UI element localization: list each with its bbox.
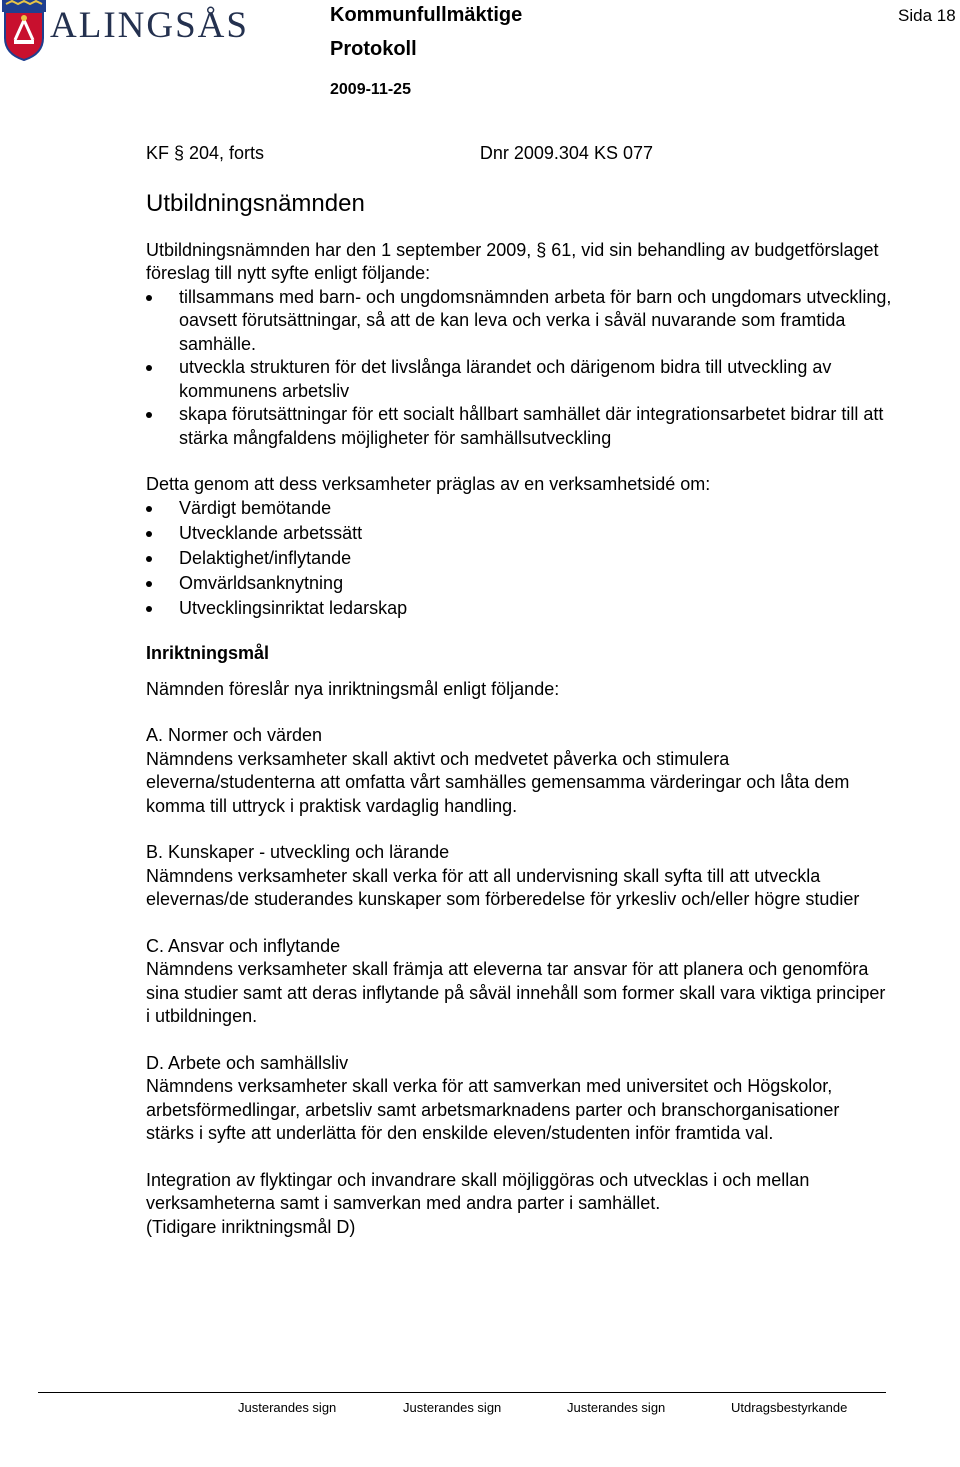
goal-heading: D. Arbete och samhällsliv	[146, 1052, 349, 1073]
goal-c	[146, 935, 892, 1029]
list-item: Utvecklande arbetssätt	[146, 522, 892, 546]
goal-text: Nämndens verksamheter skall aktivt och medvetet påverka och stimulera eleverna/studenterna att omfatta vårt samhälles gemensamma värderingar och låta dem komma till uttryck i praktisk vardaglig handling.	[146, 748, 850, 816]
meeting-date: 2009-11-25	[330, 81, 411, 98]
list-item: Delaktighet/inflytande	[146, 547, 892, 571]
intro-paragraph: Utbildningsnämnden har den 1 september 2009, § 61, vid sin behandling av budgetförslaget föreslag till nytt syfte enligt följande:	[146, 239, 879, 283]
footer-divider	[38, 1392, 886, 1393]
purpose-list	[146, 286, 892, 451]
values-intro: Detta genom att dess verksamheter präglas av en verksamhetsidé om:	[146, 474, 711, 494]
list-item: Utvecklingsinriktat ledarskap	[146, 597, 892, 621]
registration-number: Dnr 2009.304 KS 077	[479, 143, 653, 163]
paragraph-reference: KF § 204, forts	[146, 143, 265, 163]
goal-b	[146, 841, 892, 912]
document-type: Protokoll	[330, 38, 417, 60]
signature-field-1: Justerandes sign	[238, 1400, 337, 1415]
goal-text: Nämndens verksamheter skall verka för att all undervisning skall syfta till att utveckla elevernas/de studerandes kunskaper som förberedelse för yrkesliv och/eller högre studier	[146, 865, 860, 909]
organization-name: Kommunfullmäktige	[330, 4, 523, 26]
list-item: skapa förutsättningar för ett socialt hållbart samhället där integrationsarbetet bidrar till att stärka mångfaldens möjligheter för samhällsutveckling	[146, 403, 892, 450]
integration-text: Integration av flyktingar och invandrare skall möjliggöras och utvecklas i och mellan verksamheterna samt i samverkan med andra parter i samhället.	[146, 1169, 810, 1213]
goal-a	[146, 724, 892, 818]
goal-heading: B. Kunskaper - utveckling och lärande	[146, 842, 450, 862]
section-title: Utbildningsnämnden	[146, 189, 365, 217]
list-item: Omvärldsanknytning	[146, 572, 892, 596]
signature-field-2: Justerandes sign	[403, 1400, 502, 1415]
goal-d	[146, 1052, 892, 1146]
page-number: Sida 18	[898, 6, 956, 25]
reference-row	[146, 142, 653, 166]
list-item: utveckla strukturen för det livslånga lärandet och därigenom bidra till utveckling av kommunens arbetsliv	[146, 356, 892, 403]
list-item: tillsammans med barn- och ungdomsnämnden arbeta för barn och ungdomars utveckling, oavsett förutsättningar, så att de kan leva och verka i såväl nuvarande som framtida samhälle.	[146, 286, 892, 357]
goal-heading: A. Normer och värden	[146, 725, 323, 745]
extract-certification: Utdragsbestyrkande	[731, 1400, 848, 1415]
goal-text: Nämndens verksamheter skall främja att eleverna tar ansvar för att planera och genomföra sina studier samt att deras inflytande på såväl innehåll som former skall vara viktiga principer i utbildningen.	[146, 959, 886, 1026]
goals-heading: Inriktningsmål	[146, 643, 270, 663]
goal-text: Nämndens verksamheter skall verka för att samverkan med universitet och Högskolor, arbetsförmedlingar, arbetsliv samt arbetsmarknadens parter och branschorganisationer stärks i syfte att underlätta för den enskilde eleven/studenten inför framtida val.	[146, 1076, 840, 1143]
signature-field-3: Justerandes sign	[567, 1400, 666, 1415]
integration-note: (Tidigare inriktningsmål D)	[146, 1216, 356, 1237]
logo-text: ALINGSÅS	[50, 5, 249, 46]
goal-heading: C. Ansvar och inflytande	[146, 935, 341, 956]
document-body	[146, 142, 892, 1239]
coat-of-arms-icon	[2, 0, 46, 62]
municipality-logo	[0, 0, 260, 62]
values-list	[146, 497, 892, 621]
integration-section	[146, 1169, 892, 1240]
goals-intro: Nämnden föreslår nya inriktningsmål enligt följande:	[146, 678, 560, 699]
list-item: Värdigt bemötande	[146, 497, 892, 521]
